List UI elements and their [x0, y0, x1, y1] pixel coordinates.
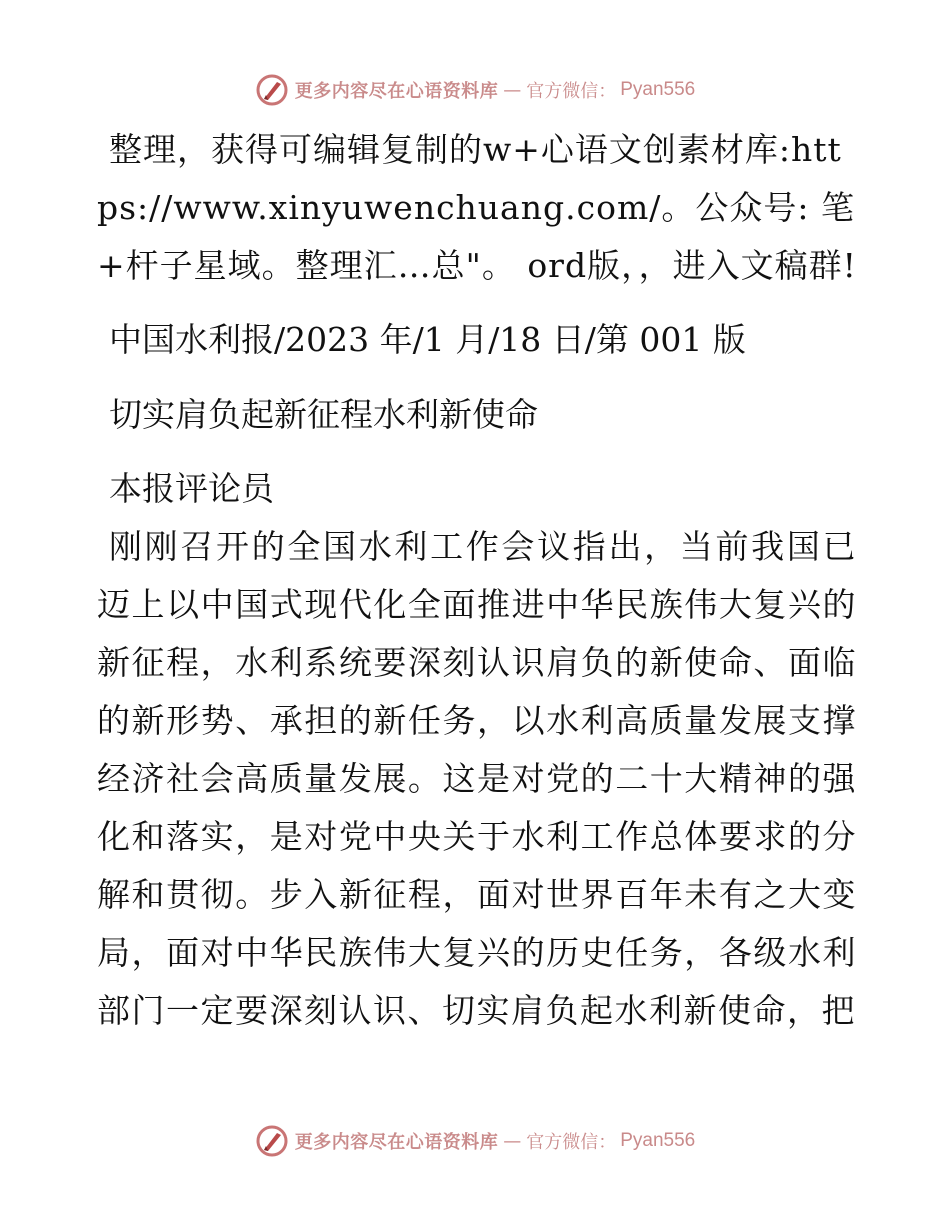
intro-paragraph: 整理，获得可编辑复制的w+心语文创素材库:https://www.xinyuwenchuang.com/。公众号: 笔+杆子星域。整理汇…总"。 ord版，，进入文稿群!: [97, 130, 857, 285]
source-line: 中国水利报/2023 年/1 月/18 日/第 001 版: [109, 320, 746, 359]
watermark-dash: —: [503, 79, 522, 101]
watermark-wechat-label: 官方微信：: [526, 1132, 617, 1153]
watermark-footer: [0, 1121, 950, 1161]
watermark-wechat-id: Pyan556: [620, 1130, 696, 1151]
watermark-dash: —: [503, 1130, 522, 1152]
document-content: [97, 121, 857, 1040]
quill-pen-logo-icon: [255, 73, 289, 107]
watermark-brand-text: 更多内容尽在心语资料库: [294, 81, 499, 102]
byline: 本报评论员: [109, 469, 274, 508]
watermark-wechat-id: Pyan556: [620, 79, 696, 100]
watermark-header: [0, 70, 950, 110]
quill-pen-logo-icon: [255, 1124, 289, 1158]
headline: 切实肩负起新征程水利新使命: [109, 395, 538, 434]
body-paragraph: 刚刚召开的全国水利工作会议指出，当前我国已迈上以中国式现代化全面推进中华民族伟大复兴的新征程，水利系统要深刻认识肩负的新使命、面临的新形势、承担的新任务，以水利高质量发展支撑经济社会高质量发展。这是对党的二十大精神的强化和落实，是对党中央关于水利工作总体要求的分解和贯彻。步入新征程，面对世界百年未有之大变局，面对中华民族伟大复兴的历史任务，各级水利部门一定要深刻认识、切实肩负起水利新使命，把: [97, 527, 857, 1030]
watermark-wechat-label: 官方微信：: [526, 81, 617, 102]
watermark-brand-text: 更多内容尽在心语资料库: [294, 1132, 499, 1153]
